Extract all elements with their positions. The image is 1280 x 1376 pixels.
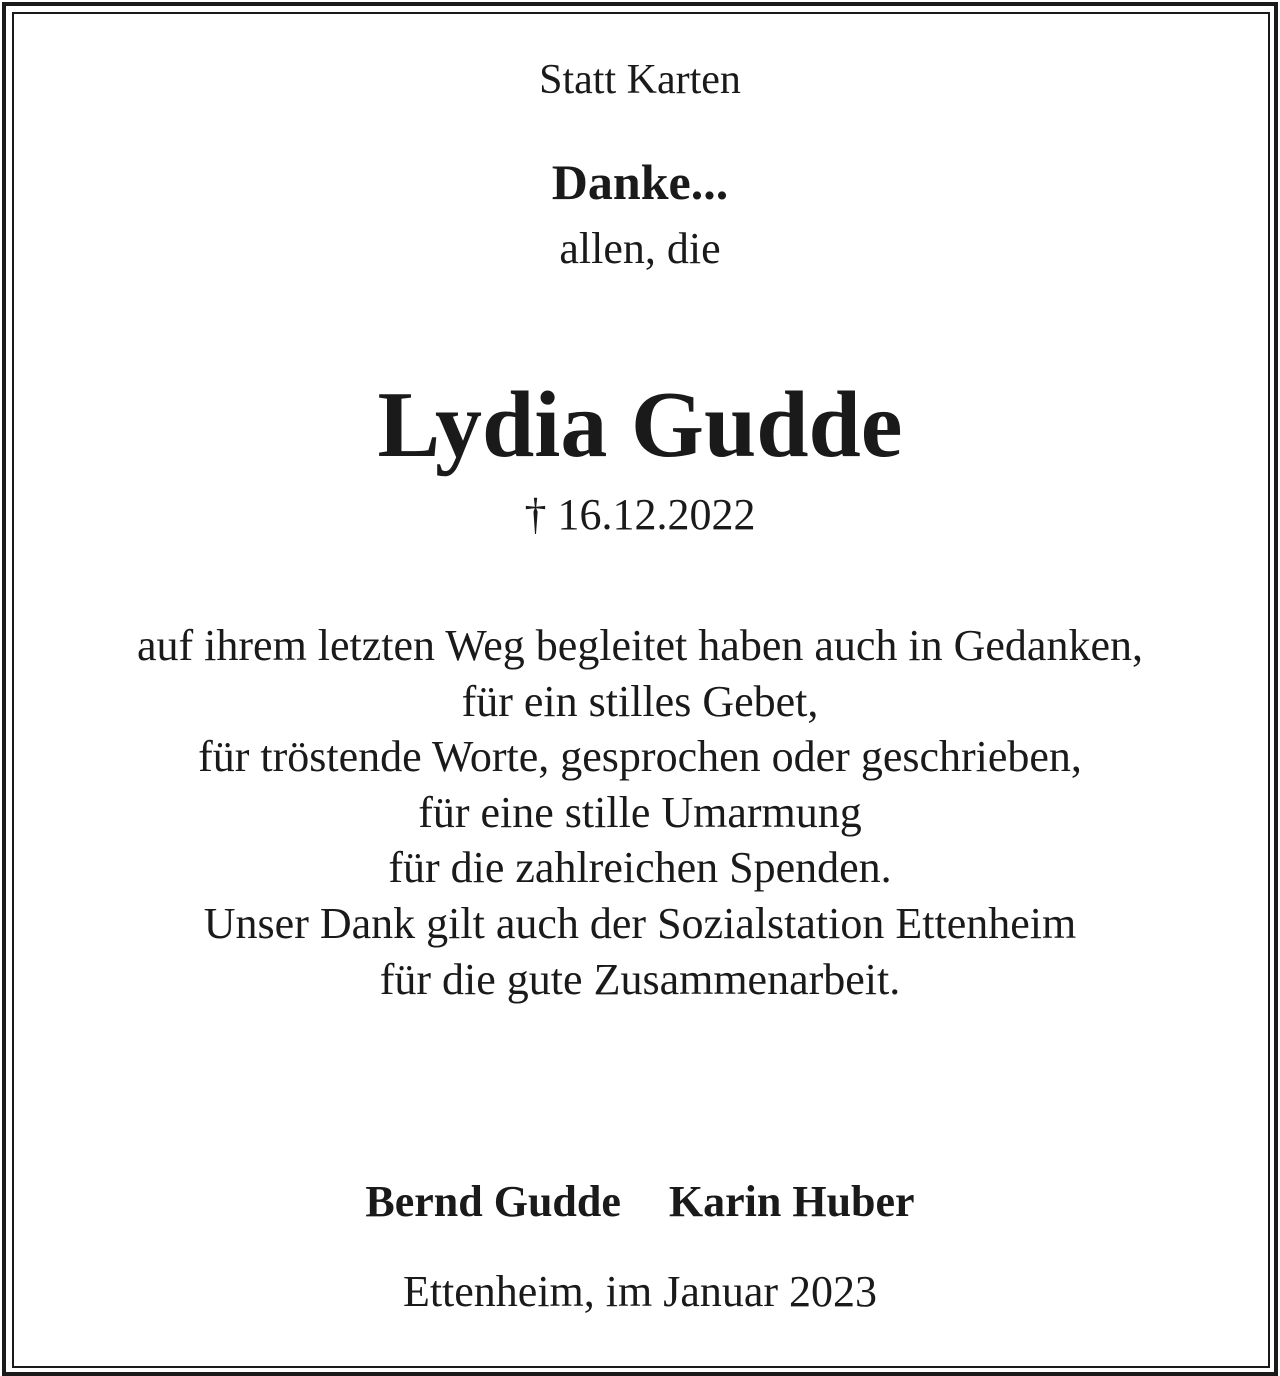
thanks-text (0, 618, 1280, 1007)
heading: Danke... (551, 154, 729, 210)
place-date: Ettenheim, im Januar 2023 (402, 1267, 878, 1316)
thanks-line: auf ihrem letzten Weg begleitet haben auch in Gedanken, (136, 621, 1143, 670)
death-date: † 16.12.2022 (524, 490, 756, 539)
deceased-name: Lydia Gudde (377, 373, 903, 477)
thanks-line: für die gute Zusammenarbeit. (379, 954, 901, 1004)
thanks-line: für eine stille Umarmung (418, 787, 862, 837)
thanks-line: für tröstende Worte, gesprochen oder geschrieben, (198, 732, 1082, 782)
intro-text: Statt Karten (539, 57, 741, 103)
thanks-line: für ein stilles Gebet, (461, 676, 819, 726)
subheading: allen, die (559, 224, 721, 273)
signatory-name: Bernd Gudde (365, 1177, 621, 1226)
thanks-line: für die zahlreichen Spenden. (388, 843, 892, 893)
signatories (0, 1174, 1280, 1230)
thanks-line: Unser Dank gilt auch der Sozialstation Ettenheim (203, 898, 1077, 948)
signatory-name: Karin Huber (668, 1177, 915, 1226)
